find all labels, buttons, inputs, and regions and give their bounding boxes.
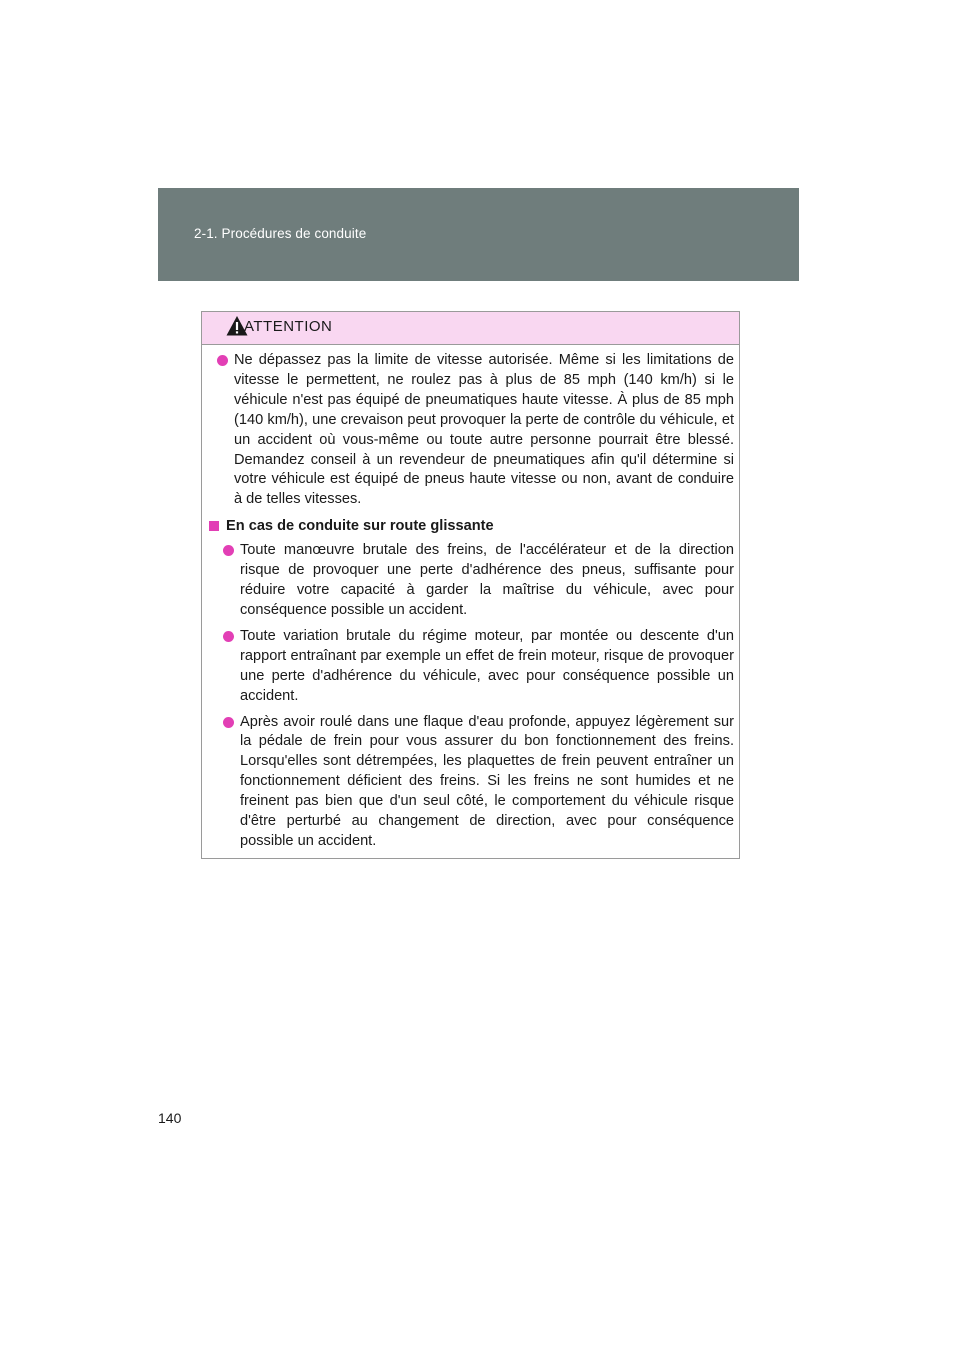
warning-title: ATTENTION bbox=[244, 318, 333, 335]
warning-item-text: Toute variation brutale du régime moteur, par montée ou descente d'un rapport entraînant par exemple un effet de frein moteur, risque de provoquer une perte d'adhérence du véhicule, avec pour conséquence possible un accident. bbox=[240, 627, 734, 704]
bullet-icon bbox=[217, 355, 228, 366]
subsection-heading bbox=[208, 516, 734, 536]
warning-item-text: Toute manœuvre brutale des freins, de l'accélérateur et de la direction risque de provoquer une perte d'adhérence des pneus, suffisante pour réduire votre capacité à garder la maîtrise du véhicule, avec pour conséquence possible un accident. bbox=[240, 542, 734, 618]
bullet-icon bbox=[223, 545, 234, 556]
bullet-icon bbox=[223, 717, 234, 728]
warning-item-text: Ne dépassez pas la limite de vitesse autorisée. Même si les limitations de vitesse le permettent, ne roulez pas à plus de 85 mph (140 km/h) si le véhicule n'est pas équipé de pneumatiques haute vitesse. À plus de 85 mph (140 km/h), une crevaison peut provoquer la perte de contrôle du véhicule, et un accident où vous-même ou toute autre personne pourrait être blessé. Demandez conseil à un revendeur de pneumatiques afin qu'il détermine si votre véhicule est équipé de pneus haute vitesse ou non, avant de conduire à de telles vitesses. bbox=[234, 352, 734, 508]
section-title: 2-1. Procédures de conduite bbox=[194, 226, 367, 241]
warning-item bbox=[208, 627, 734, 707]
subsection-heading-text: En cas de conduite sur route glissante bbox=[226, 518, 494, 535]
warning-header bbox=[202, 312, 739, 345]
warning-item-text: Après avoir roulé dans une flaque d'eau profonde, appuyez légèrement sur la pédale de frein pour vous assurer du bon fonctionnement des freins. Lorsqu'elles sont détrempées, les plaquettes de frein peuvent entraîner un fonctionnement déficient des freins. Si les freins ne sont humides et ne freinent pas bien que d'un seul côté, le comportement du véhicule risque d'être perturbé au changement de direction, avec pour conséquence possible un accident. bbox=[240, 713, 734, 849]
square-bullet-icon bbox=[209, 521, 219, 531]
warning-box bbox=[201, 311, 740, 859]
bullet-icon bbox=[223, 631, 234, 642]
warning-item bbox=[208, 541, 734, 621]
chapter-header-band bbox=[158, 188, 799, 281]
warning-item bbox=[208, 351, 734, 510]
page-number: 140 bbox=[158, 1110, 182, 1126]
subsection-list bbox=[208, 541, 734, 852]
warning-body bbox=[202, 345, 739, 852]
warning-item bbox=[208, 713, 734, 852]
